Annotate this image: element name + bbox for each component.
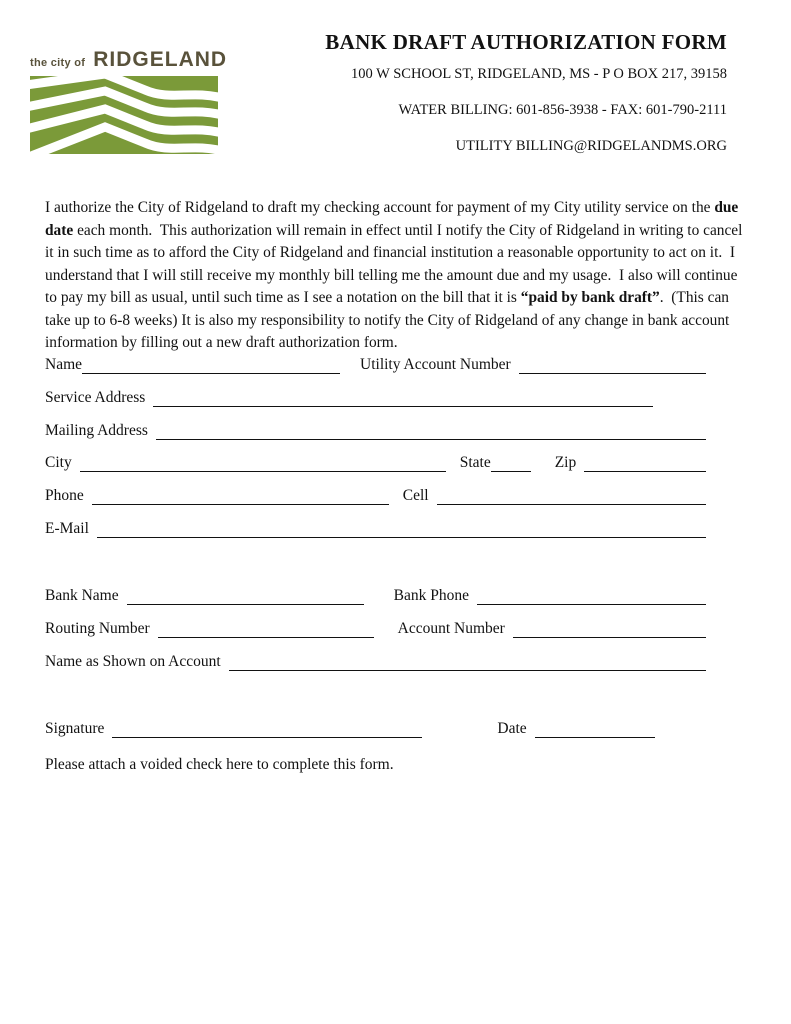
service-address-label: Service Address xyxy=(45,388,146,406)
bank-phone-label: Bank Phone xyxy=(393,587,469,605)
form-title: BANK DRAFT AUTHORIZATION FORM xyxy=(325,30,727,54)
signature-label: Signature xyxy=(45,720,105,738)
service-address-input-line[interactable] xyxy=(153,402,653,407)
signature-date-row xyxy=(45,720,706,738)
service-address-row xyxy=(45,389,706,407)
zip-label: Zip xyxy=(554,454,577,472)
bank-name-input-line[interactable] xyxy=(127,600,364,605)
cell-label: Cell xyxy=(402,487,429,505)
street-address-line: 100 W SCHOOL ST, RIDGELAND, MS - P O BOX 217, 39158 xyxy=(351,66,727,82)
phone-label: Phone xyxy=(45,487,84,505)
logo-prefix-text: the city of xyxy=(30,57,86,69)
routing-account-row xyxy=(45,620,706,638)
header-contact-block xyxy=(325,30,727,174)
email-row xyxy=(45,520,706,538)
bank-name-label: Bank Name xyxy=(45,587,119,605)
date-input-line[interactable] xyxy=(535,733,655,738)
phone-input-line[interactable] xyxy=(92,500,389,505)
form-fields xyxy=(45,356,706,738)
account-number-input-line[interactable] xyxy=(513,633,706,638)
form-body xyxy=(45,197,751,774)
water-billing-phone-line: WATER BILLING: 601-856-3938 - FAX: 601-790-2111 xyxy=(398,102,727,118)
name-label: Name xyxy=(45,356,83,373)
account-number-label: Account Number xyxy=(397,620,505,638)
authorization-paragraph: I authorize the City of Ridgeland to draft my checking account for payment of my City utility service on the due date each month. This authorization will remain in effect until I notify the City of Ridgeland in writing to cancel it in such time as to afford the City of Ridgeland and financial institution a reasonable opportunity to act on it. I understand that I will still receive my monthly bill telling me the amount due and my usage. I also will continue to pay my bill as usual, until such time as I see a notation on the bill that it is “paid by bank draft”. (This can take up to 6-8 weeks) It is also my responsibility to notify the City of Ridgeland of any change in bank account information by filling out a new draft authorization form. xyxy=(45,199,747,351)
signature-input-line[interactable] xyxy=(112,733,422,738)
name-account-row xyxy=(45,356,706,374)
email-input-line[interactable] xyxy=(97,533,706,538)
zip-input-line[interactable] xyxy=(584,467,706,472)
logo-ridge-waves-graphic xyxy=(30,76,218,154)
state-label: State xyxy=(459,454,491,472)
name-on-account-label: Name as Shown on Account xyxy=(45,652,221,670)
utility-account-number-label: Utility Account Number xyxy=(360,356,511,373)
mailing-address-label: Mailing Address xyxy=(45,421,148,439)
logo-city-name-text: RIDGELAND xyxy=(93,48,228,71)
logo-wordmark xyxy=(30,48,228,72)
routing-number-label: Routing Number xyxy=(45,620,150,638)
name-input-line[interactable] xyxy=(82,369,340,374)
name-on-account-row xyxy=(45,653,706,671)
city-of-ridgeland-logo xyxy=(30,48,228,154)
bank-phone-input-line[interactable] xyxy=(477,600,706,605)
mailing-address-input-line[interactable] xyxy=(156,435,706,440)
mailing-address-row xyxy=(45,422,706,440)
city-state-zip-row xyxy=(45,454,706,472)
name-on-account-input-line[interactable] xyxy=(229,666,706,671)
cell-input-line[interactable] xyxy=(437,500,706,505)
city-label: City xyxy=(45,454,72,472)
email-label: E-Mail xyxy=(45,519,89,537)
routing-number-input-line[interactable] xyxy=(158,633,374,638)
voided-check-note: Please attach a voided check here to complete this form. xyxy=(45,756,394,774)
city-input-line[interactable] xyxy=(80,467,446,472)
utility-account-number-input-line[interactable] xyxy=(519,369,706,374)
date-label: Date xyxy=(497,720,527,738)
phone-cell-row xyxy=(45,487,706,505)
bank-name-phone-row xyxy=(45,587,706,605)
state-input-line[interactable] xyxy=(491,467,531,472)
utility-billing-email-line: UTILITY BILLING@RIDGELANDMS.ORG xyxy=(455,138,727,154)
